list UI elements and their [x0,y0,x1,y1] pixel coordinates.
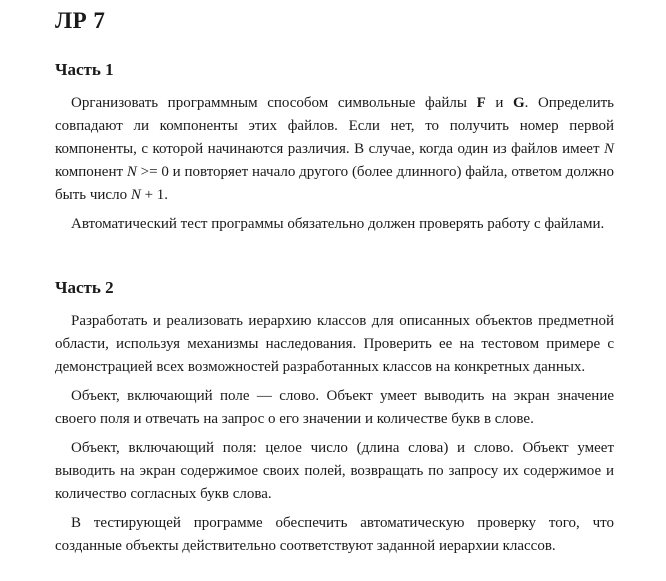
text-run: Объект, включающий поля: целое число (длина слова) и слово. Объект умеет выводить на экран содержимое своих полей, возвращать по запросу их содержимое и количество согласных букв слова. [55,440,614,502]
text-run: Организовать программным способом символьные файлы [71,95,477,111]
text-run: Автоматический тест программы обязательно должен проверять работу с файлами. [71,216,605,232]
paragraph [55,310,614,379]
bold-text: F [476,95,486,111]
math-variable: N [130,187,141,203]
text-run: Объект, включающий поле — слово. Объект умеет выводить на экран значение своего поля и отвечать на запрос о его значении и количестве букв в слове. [55,388,614,427]
section-body-part-1 [55,92,614,236]
paragraph [55,437,614,506]
math-variable: N [603,141,614,157]
section-part-2 [55,278,614,558]
section-part-1 [55,60,614,236]
math-variable: N [126,164,137,180]
paragraph [55,92,614,207]
text-run: компонент [55,164,127,180]
text-run: + 1. [140,187,169,203]
text-run: . Определить совпадают ли компоненты этих файлов. Если нет, то получить номер первой компоненты, с которой начинаются различия. В случае, когда один из файлов имеет [55,95,614,157]
text-run: В тестирующей программе обеспечить автоматическую проверку того, что созданные объекты действительно соответствуют заданной иерархии классов. [55,515,614,554]
paragraph [55,385,614,431]
section-heading-part-2: Часть 2 [55,278,114,297]
document-title: ЛР 7 [55,8,106,33]
text-run: Разработать и реализовать иерархию классов для описанных объектов предметной области, используя механизмы наследования. Проверить ее на тестовом примере с демонстрацией всех возможностей разработанных классов на конкретных данных. [55,313,614,375]
paragraph [55,213,614,236]
section-heading-part-1: Часть 1 [55,60,114,79]
bold-text: G [512,95,525,111]
text-run: и [485,95,513,111]
paragraph [55,512,614,558]
section-body-part-2 [55,310,614,558]
text-run: >= 0 и повторяет начало другого (более длинного) файла, ответом должно быть число [55,164,614,203]
